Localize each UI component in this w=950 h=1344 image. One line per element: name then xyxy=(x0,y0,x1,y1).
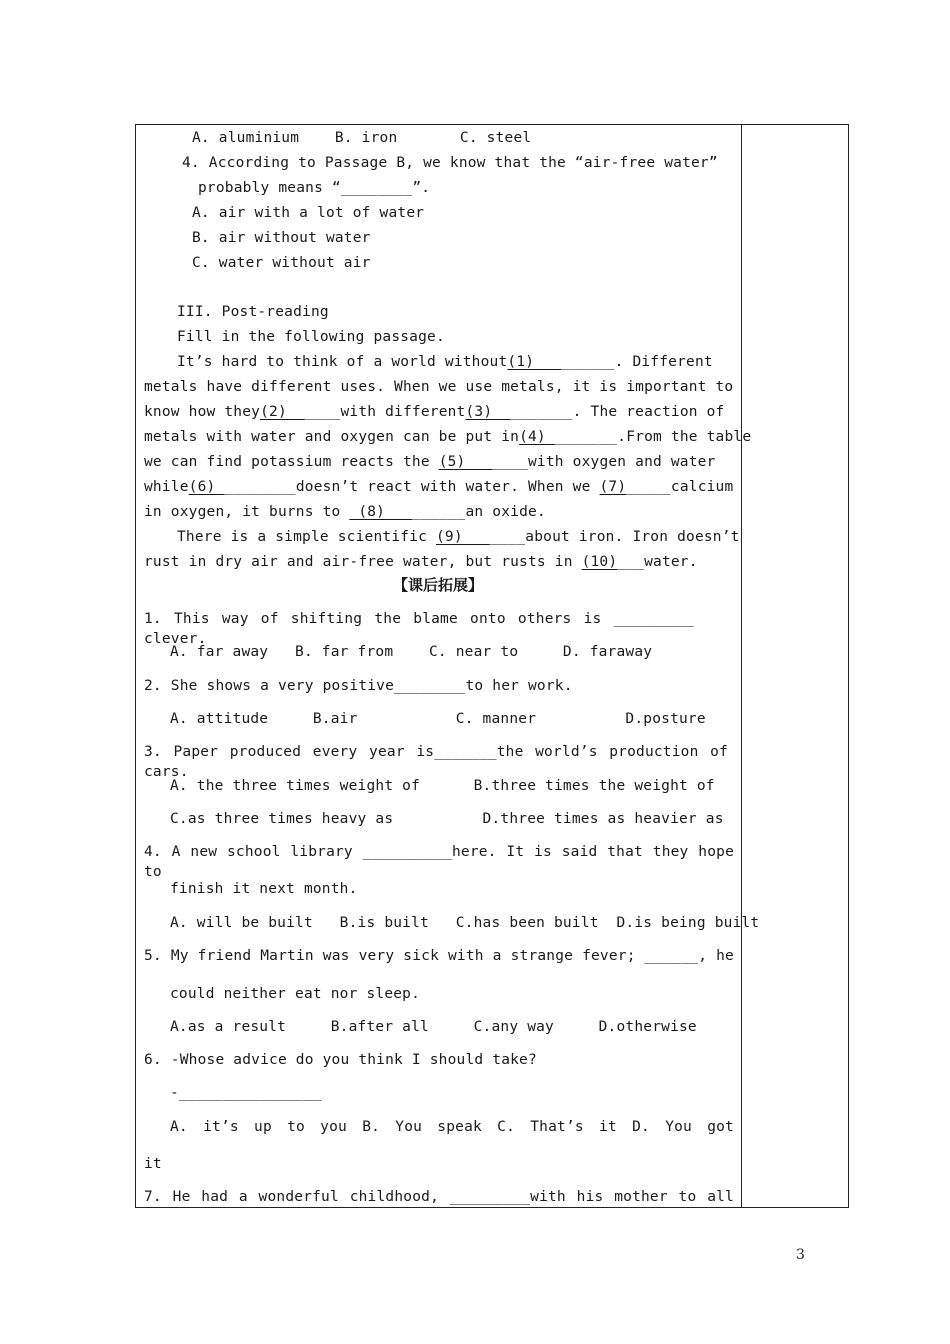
answer-blank: (2)__ xyxy=(260,404,305,420)
passage-line xyxy=(177,527,740,547)
passage-text: ______an oxide. xyxy=(411,504,546,520)
question-4-line2: finish it next month. xyxy=(170,881,358,897)
reading-q3-options: A. aluminium B. iron C. steel xyxy=(192,130,532,146)
reading-q4-option-a: A. air with a lot of water xyxy=(192,205,425,221)
question-6-options-wrap: it xyxy=(144,1156,162,1172)
passage-text: know how they xyxy=(144,404,261,420)
question-5-line2: could neither eat nor sleep. xyxy=(170,986,421,1002)
answer-blank: (3)__ xyxy=(465,404,511,420)
passage-line xyxy=(144,427,752,447)
answer-blank: _(8)___ xyxy=(349,504,412,520)
passage-line xyxy=(144,452,716,472)
question-3-options-1: A. the three times weight of B.three times the weight of xyxy=(170,778,715,794)
question-2: 2. She shows a very positive________to her work. xyxy=(144,678,573,694)
question-6-options: A. it’s up to you B. You speak C. That’s it D. You got xyxy=(170,1119,734,1135)
column-divider xyxy=(741,124,742,1208)
passage-text: _______.From the table xyxy=(554,429,752,445)
reading-q4-option-c: C. water without air xyxy=(192,255,371,271)
reading-q4-line2: probably means “________”. xyxy=(198,180,431,196)
passage-text: _____calcium xyxy=(626,479,734,495)
passage-text: rust in dry air and air-free water, but rusts in xyxy=(144,554,582,570)
post-reading-title: III. Post-reading xyxy=(177,304,329,320)
passage-line xyxy=(144,502,546,522)
reading-q4-option-b: B. air without water xyxy=(192,230,371,246)
answer-blank: (9)___ xyxy=(435,529,490,545)
question-4-line1: 4. A new school library __________here. It is said that they hope to xyxy=(144,844,734,880)
page-number: 3 xyxy=(796,1247,805,1263)
post-reading-instruction: Fill in the following passage. xyxy=(177,329,445,345)
question-2-options: A. attitude B.air C. manner D.posture xyxy=(170,711,706,727)
passage-text: metals with water and oxygen can be put in xyxy=(144,429,520,445)
passage-text: _______. The reaction of xyxy=(510,404,725,420)
question-4-options: A. will be built B.is built C.has been built D.is being built xyxy=(170,915,760,931)
passage-line xyxy=(144,402,725,422)
passage-text: ___water. xyxy=(617,554,698,570)
passage-line xyxy=(144,377,734,397)
question-1-options: A. far away B. far from C. near to D. faraway xyxy=(170,644,653,660)
reading-q4-line1: 4. According to Passage B, we know that the “air-free water” xyxy=(182,155,718,171)
answer-blank: (4)_ xyxy=(519,429,555,445)
passage-text: metals have different uses. When we use metals, it is important to xyxy=(144,379,734,395)
passage-text: There is a simple scientific xyxy=(177,529,436,545)
passage-line xyxy=(177,352,713,372)
answer-blank: (10) xyxy=(581,554,618,570)
question-3-options-2: C.as three times heavy as D.three times as heavier as xyxy=(170,811,724,827)
answer-blank: (5)___ xyxy=(438,454,493,470)
passage-line xyxy=(144,477,734,497)
passage-text: in oxygen, it burns to xyxy=(144,504,350,520)
passage-line xyxy=(144,552,698,572)
passage-text: ____about iron. Iron doesn’t xyxy=(489,529,740,545)
section-heading: 【课后拓展】 xyxy=(392,576,483,594)
passage-text: ____with different xyxy=(304,404,466,420)
question-6-answer-blank: -________________ xyxy=(170,1085,322,1101)
passage-text: while xyxy=(144,479,189,495)
question-6: 6. -Whose advice do you think I should take? xyxy=(144,1052,537,1068)
answer-blank: (7) xyxy=(599,479,627,495)
passage-text: ____with oxygen and water xyxy=(492,454,716,470)
question-7: 7. He had a wonderful childhood, _________with his mother to all xyxy=(144,1189,734,1205)
question-5-line1: 5. My friend Martin was very sick with a strange fever; ______, he xyxy=(144,948,734,964)
question-5-options: A.as a result B.after all C.any way D.otherwise xyxy=(170,1019,697,1035)
passage-text: ________doesn’t react with water. When we xyxy=(224,479,600,495)
answer-blank: (1)___ xyxy=(507,354,561,370)
passage-text: we can find potassium reacts the xyxy=(144,454,439,470)
passage-text: It’s hard to think of a world without xyxy=(177,354,508,370)
question-1: 1. This way of shifting the blame onto others is _________ clever. xyxy=(144,611,694,647)
answer-blank: (6)_ xyxy=(188,479,225,495)
passage-text: ______. Different xyxy=(561,354,713,370)
question-3: 3. Paper produced every year is_______the world’s production of cars. xyxy=(144,744,728,780)
